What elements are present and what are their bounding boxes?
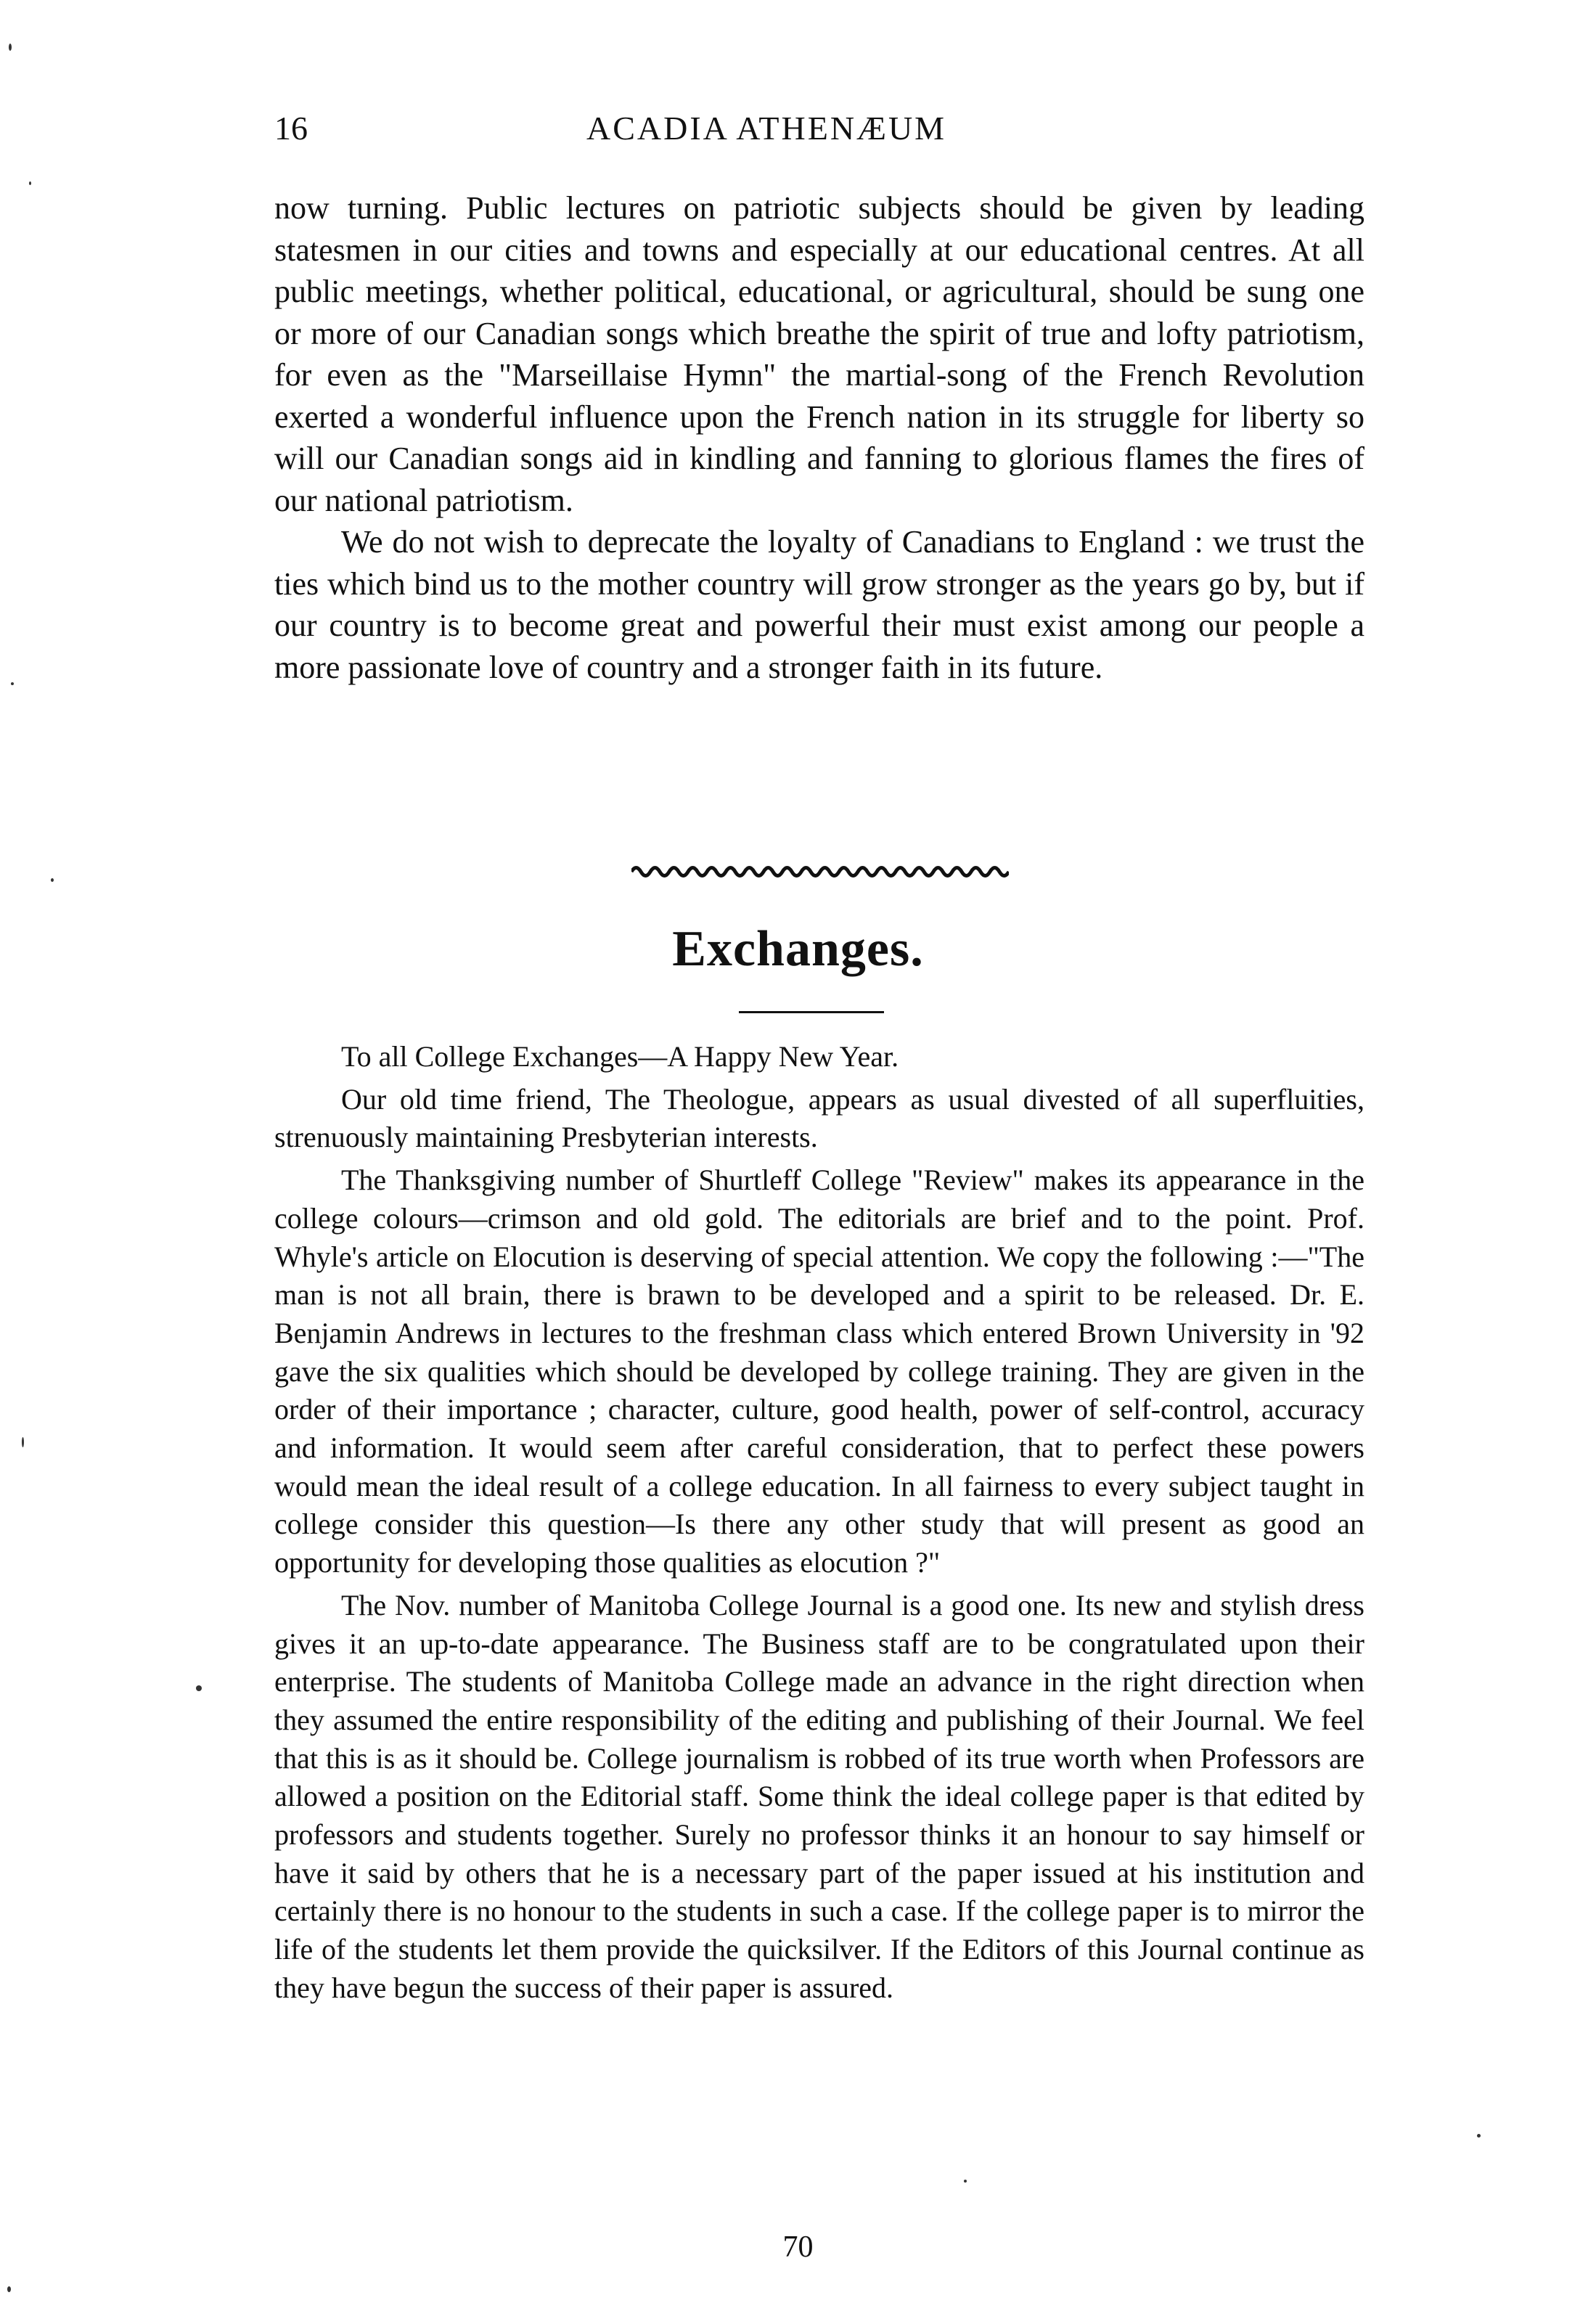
scan-speck	[9, 44, 12, 51]
scan-speck	[29, 181, 31, 185]
exchanges-text-block	[274, 1038, 1364, 2012]
section-title: Exchanges.	[672, 921, 924, 977]
scan-speck	[196, 1685, 202, 1691]
paragraph-greeting: To all College Exchanges—A Happy New Year.	[341, 1040, 899, 1073]
title-rule	[739, 1011, 884, 1013]
running-title: ACADIA ATHENÆUM	[586, 110, 947, 147]
folio-number: 70	[782, 2230, 814, 2264]
scan-speck	[51, 878, 54, 882]
ornament-divider	[631, 864, 1009, 880]
paragraph-shurtleff: The Thanksgiving number of Shurtleff College "Review" makes its appearance in the college colours—crimson and old gold. The editorials are brief and to the point. Prof. Whyle's article on Elocution is deserving of special attention. We copy the following :—"The man is not all brain, there is brawn to be developed and a spirit to be released. Dr. E. Benjamin Andrews in lectures to the freshman class which entered Brown University in '92 gave the six qualities which should be developed by college training. They are given in the order of their importance ; character, culture, good health, power of self-control, accuracy and information. It would seem after careful consideration, that to perfect these powers would mean the ideal result of a college education. In all fairness to every subject taught in college consider this question—Is there any other study that will present as good an opportunity for developing those qualities as elocution ?"	[274, 1163, 1364, 1579]
paragraph-theologue: Our old time friend, The Theologue, appears as usual divested of all superfluities, strenuously maintaining Presbyterian interests.	[274, 1082, 1364, 1154]
scan-speck	[11, 682, 14, 685]
page-number: 16	[274, 110, 308, 147]
paragraph-patriotism: now turning. Public lectures on patriotic subjects should be given by leading statesmen in our cities and towns and especially at our educational centres. At all public meetings, whether political, educational, or agricultural, should be sung one or more of our Canadian songs which breathe the spirit of true and lofty patriotism, for even as the "Marseillaise Hymn" the martial-song of the French Revolution exerted a wonderful influence upon the French nation in its struggle for liberty so will our Canadian songs aid in kindling and fanning to glorious flames the fires of our national patriotism.	[274, 190, 1364, 518]
intro-text-block	[274, 187, 1364, 688]
paragraph-manitoba: The Nov. number of Manitoba College Journal is a good one. Its new and stylish dress gives it an up-to-date appearance. The Business staff are to be congratulated upon their enterprise. The students of Manitoba College made an advance in the right direction when they assumed the entire responsibility of the editing and publishing of their Journal. We feel that this is as it should be. College journalism is robbed of its true worth when Professors are allowed a position on the Editorial staff. Some think the ideal college paper is that edited by professors and students together. Surely no professor thinks it an honour to say himself or have it said by others that he is a necessary part of the paper issued at his institution and certainly there is no honour to the students in such a case. If the college paper is to mirror the life of the students let them provide the quicksilver. If the Editors of this Journal continue as they have begun the success of their paper is assured.	[274, 1588, 1364, 2004]
scan-speck	[7, 2286, 11, 2292]
scan-speck	[1477, 2134, 1481, 2138]
page-header	[274, 109, 1363, 167]
scan-speck	[964, 2180, 967, 2183]
scan-speck	[22, 1437, 24, 1447]
paragraph-loyalty: We do not wish to deprecate the loyalty of Canadians to England : we trust the ties which bind us to the mother country will grow stronger as the years go by, but if our country is to become great and powerful their must exist among our people a more passionate love of country and a stronger faith in its future.	[274, 524, 1364, 685]
